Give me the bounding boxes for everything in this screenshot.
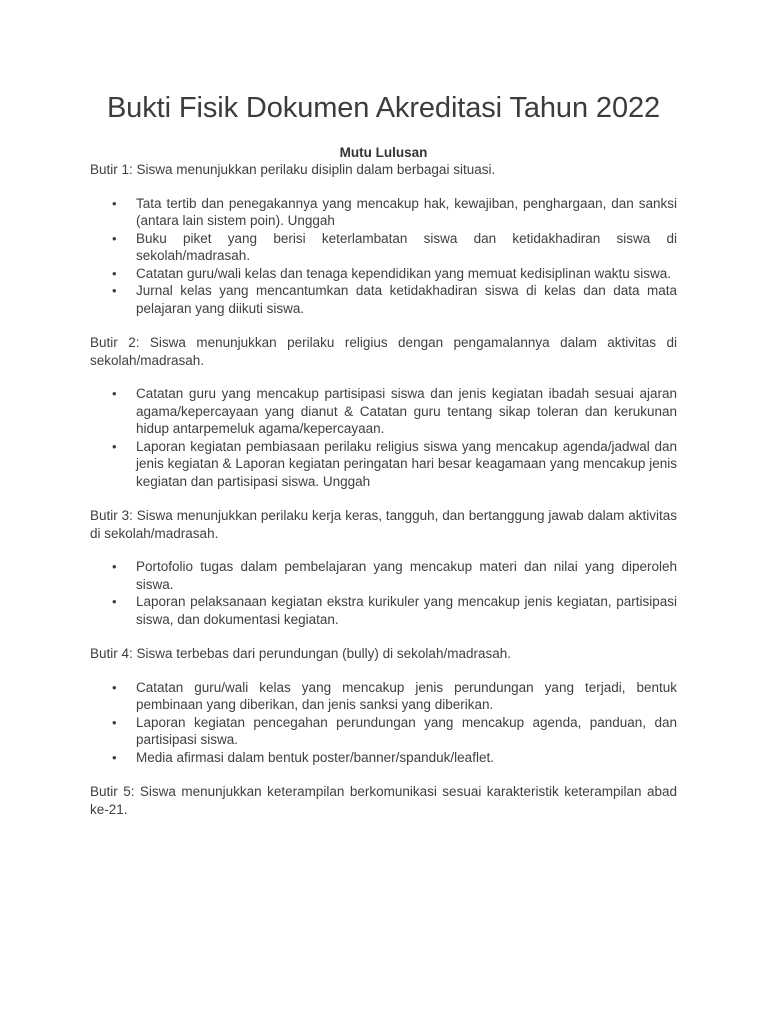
butir-1-list [90, 195, 677, 318]
butir-1-text: Butir 1: Siswa menunjukkan perilaku disiplin dalam berbagai situasi. [90, 162, 496, 177]
list-item: • Media afirmasi dalam bentuk poster/banner/spanduk/leaflet. [136, 749, 677, 767]
butir-4-text: Butir 4: Siswa terbebas dari perundungan (bully) di sekolah/madrasah. [90, 646, 511, 661]
butir-4-list [90, 679, 677, 767]
list-item: • Portofolio tugas dalam pembelajaran yang mencakup materi dan nilai yang diperoleh siswa. [136, 558, 677, 593]
document-title: Bukti Fisik Dokumen Akreditasi Tahun 2022 [106, 92, 661, 124]
list-item: • Catatan guru yang mencakup partisipasi siswa dan jenis kegiatan ibadah sesuai ajaran agama/kepercayaan yang dianut & Catatan guru tentang sikap toleran dan kerukunan hidup antarpemeluk agama/kepercayaan. [136, 385, 677, 438]
butir-5-text: Butir 5: Siswa menunjukkan keterampilan berkomunikasi sesuai karakteristik keterampilan abad ke-21. [90, 784, 677, 817]
butir-2-text: Butir 2: Siswa menunjukkan perilaku religius dengan pengamalannya dalam aktivitas di sekolah/madrasah. [90, 335, 677, 368]
butir-3-text: Butir 3: Siswa menunjukkan perilaku kerja keras, tangguh, dan bertanggung jawab dalam aktivitas di sekolah/madrasah. [90, 508, 677, 541]
list-item: • Catatan guru/wali kelas yang mencakup jenis perundungan yang terjadi, bentuk pembinaan yang diberikan, dan jenis sanksi yang diberikan. [136, 679, 677, 714]
list-item: • Laporan pelaksanaan kegiatan ekstra kurikuler yang mencakup jenis kegiatan, partisipasi siswa, dan dokumentasi kegiatan. [136, 593, 677, 628]
list-item: • Laporan kegiatan pembiasaan perilaku religius siswa yang mencakup agenda/jadwal dan jenis kegiatan & Laporan kegiatan peringatan hari besar keagamaan yang mencakup jenis kegiatan dan partisipasi siswa. Unggah [136, 438, 677, 491]
butir-3-list [90, 558, 677, 628]
list-item: • Catatan guru/wali kelas dan tenaga kependidikan yang memuat kedisiplinan waktu siswa. [136, 265, 677, 283]
list-item: • Tata tertib dan penegakannya yang mencakup hak, kewajiban, penghargaan, dan sanksi (antara lain sistem poin). Unggah [136, 195, 677, 230]
list-item: • Buku piket yang berisi keterlambatan siswa dan ketidakhadiran siswa di sekolah/madrasah. [136, 230, 677, 265]
list-item: • Jurnal kelas yang mencantumkan data ketidakhadiran siswa di kelas dan data mata pelajaran yang diikuti siswa. [136, 282, 677, 317]
section-subtitle: Mutu Lulusan [339, 145, 428, 160]
butir-2-list [90, 385, 677, 490]
list-item: • Laporan kegiatan pencegahan perundungan yang mencakup agenda, panduan, dan partisipasi siswa. [136, 714, 677, 749]
